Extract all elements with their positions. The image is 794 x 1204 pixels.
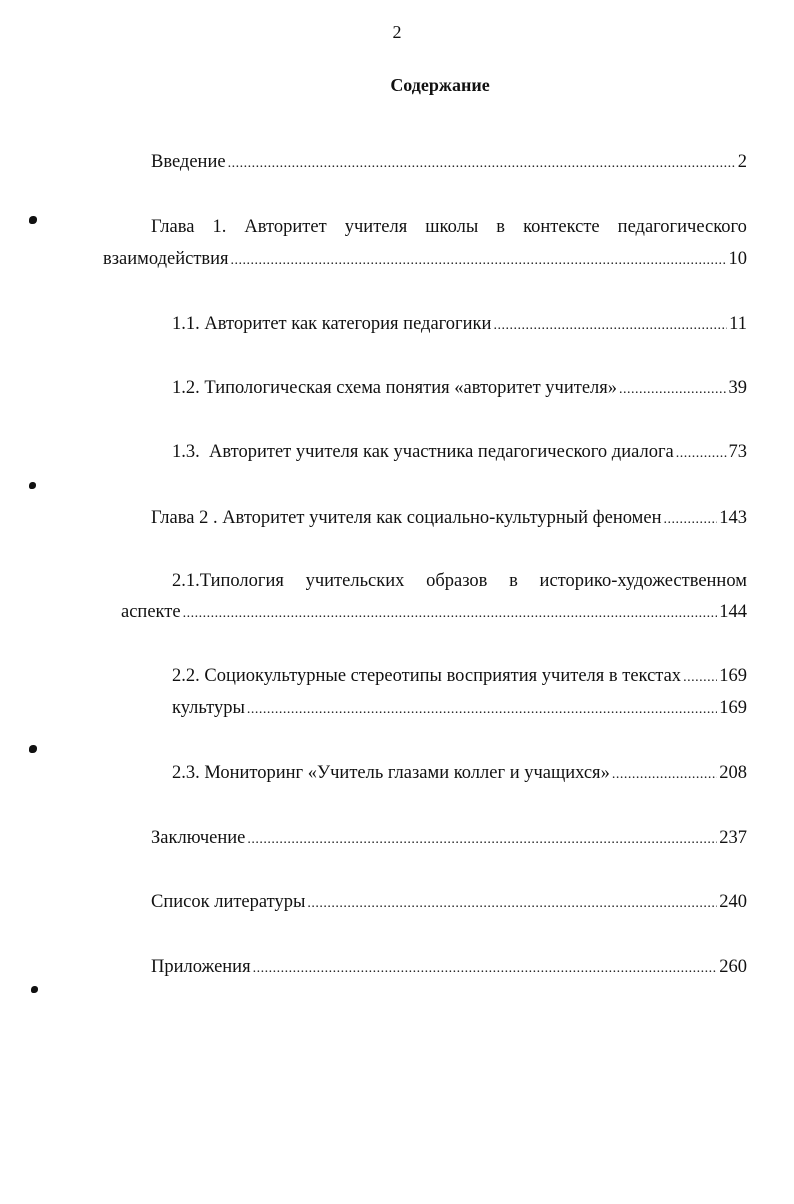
toc-entry-page: 10 [728,249,747,269]
toc-entry-label: Заключение [151,828,246,848]
toc-word: Авторитет [244,217,327,237]
toc-entry-page: 11 [729,314,747,334]
scan-mark [29,216,37,224]
dot-leader [183,601,718,625]
toc-entry-1-2[interactable] [172,377,747,401]
toc-entry-page: 169 [719,666,747,686]
toc-entry-intro[interactable] [151,151,747,175]
page-title: Содержание [390,75,490,95]
toc-word: Глава [151,217,195,237]
toc-word: в [496,217,506,237]
toc-entry-page: 2 [737,152,747,172]
dot-leader [247,697,717,721]
dot-leader [619,377,726,401]
toc-entry-chapter2[interactable] [151,507,747,531]
dot-leader [247,827,717,851]
toc-entry-2-1-line1[interactable] [172,570,747,592]
toc-entry-2-2-line1[interactable] [172,665,747,689]
toc-entry-chapter1-line1[interactable] [151,216,747,238]
toc-word: учительских [305,571,405,591]
toc-entry-2-3[interactable] [172,762,747,786]
toc-entry-label: культуры [172,698,245,718]
toc-word: историко-художественном [539,571,747,591]
scan-mark [31,986,38,993]
dot-leader [683,665,717,689]
toc-word: в [509,571,518,591]
toc-entry-page: 73 [728,442,747,462]
toc-entry-bibliography[interactable] [151,891,747,915]
toc-word: 2.1.Типология [172,571,284,591]
toc-entry-1-1[interactable] [172,313,747,337]
toc-word: учителя [344,217,408,237]
toc-entry-appendix[interactable] [151,956,747,980]
dot-leader [228,151,736,175]
toc-entry-label: аспекте [121,602,181,622]
toc-entry-page: 169 [719,698,747,718]
dot-leader [663,507,717,531]
toc-entry-conclusion[interactable] [151,827,747,851]
dot-leader [493,313,727,337]
toc-word: педагогического [617,217,747,237]
scan-mark [29,745,37,753]
toc-entry-label: 2.2. Социокультурные стереотипы восприятия учителя в текстах [172,666,682,686]
toc-entry-page: 144 [719,602,747,622]
toc-entry-label: 1.1. Авторитет как категория педагогики [172,314,492,334]
toc-entry-1-3[interactable] [172,441,747,465]
toc-entry-page: 237 [719,828,747,848]
dot-leader [231,248,727,272]
scan-mark [29,482,36,489]
toc-entry-chapter1-line2[interactable] [103,248,747,272]
toc-entry-2-1-line2[interactable] [121,601,747,625]
toc-entry-label: Список литературы [151,892,306,912]
toc-entry-label: Введение [151,152,226,172]
toc-entry-label: Приложения [151,957,251,977]
dot-leader [676,441,727,465]
page-number: 2 [392,22,402,42]
dot-leader [253,956,718,980]
toc-entry-page: 260 [719,957,747,977]
toc-entry-label: Глава 2 . Авторитет учителя как социально-культурный феномен [151,508,662,528]
dot-leader [612,762,717,786]
dot-leader [307,891,717,915]
toc-word: 1. [212,217,227,237]
toc-entry-2-2-line2[interactable] [172,697,747,721]
toc-entry-label: взаимодействия [103,249,229,269]
toc-entry-label: 2.3. Мониторинг «Учитель глазами коллег и учащихся» [172,763,610,783]
toc-word: образов [426,571,488,591]
toc-word: школы [425,217,479,237]
toc-entry-page: 143 [719,508,747,528]
toc-entry-page: 240 [719,892,747,912]
toc-word: контексте [523,217,600,237]
toc-entry-page: 39 [728,378,747,398]
toc-entry-label: 1.3. Авторитет учителя как участника педагогического диалога [172,442,674,462]
toc-entry-label: 1.2. Типологическая схема понятия «авторитет учителя» [172,378,618,398]
toc-entry-page: 208 [719,763,747,783]
